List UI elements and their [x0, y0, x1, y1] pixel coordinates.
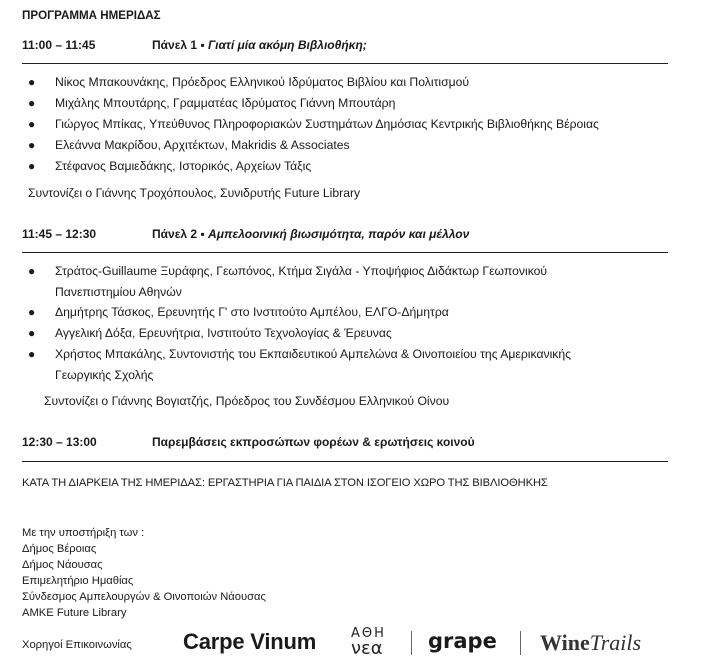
support-item: Επιμελητήριο Ημαθίας	[22, 575, 134, 587]
support-item: Σύνδεσμος Αμπελουργών & Οινοποιών Νάουσας	[22, 591, 266, 603]
panel-separator: ▪	[200, 38, 205, 52]
speaker-text: Στράτος-Guillaume Ξυράφης, Γεωπόνος, Κτήμα Σιγάλα - Υποψήφιος Διδάκτωρ Γεωπονικού	[55, 264, 548, 278]
bullet-icon: ●	[28, 347, 36, 361]
panel-label: Πάνελ 1	[152, 38, 198, 52]
winetrails-logo-trails: Trails	[589, 630, 642, 655]
logo-divider	[411, 631, 412, 655]
session-1-panel	[152, 38, 367, 52]
bullet-icon: ●	[28, 305, 36, 319]
speaker-text: Μιχάλης Μπουτάρης, Γραμματέας Ιδρύματος Γιάννη Μπουτάρη	[55, 96, 396, 110]
sponsors-label: Χορηγοί Επικοινωνίας	[22, 639, 132, 651]
divider	[22, 461, 668, 462]
speaker-text: Δημήτρης Τάσκος, Ερευνητής Γ' στο Ινστιτούτο Αμπέλου, ΕΛΓΟ-Δήμητρα	[55, 305, 449, 319]
session-1-time: 11:00 – 11:45	[22, 38, 96, 52]
bullet-icon: ●	[28, 96, 36, 110]
panel-separator: ▪	[200, 227, 205, 241]
support-heading: Με την υποστήριξη των :	[22, 527, 145, 539]
bullet-icon: ●	[28, 117, 36, 131]
speaker-text: Αγγελική Δόξα, Ερευνήτρια, Ινστιτούτο Τεχνολογίας & Έρευνας	[55, 326, 392, 340]
session-1-coordinator: Συντονίζει ο Γιάννης Τροχόπουλος, Συνιδρυτής Future Library	[28, 186, 361, 200]
bullet-icon: ●	[28, 138, 36, 152]
workshop-note: ΚΑΤΑ ΤΗ ΔΙΑΡΚΕΙΑ ΤΗΣ ΗΜΕΡΙΔΑΣ: ΕΡΓΑΣΤΗΡΙΑ ΓΙΑ ΠΑΙΔΙΑ ΣΤΟΝ ΙΣΟΓΕΙΟ ΧΩΡΟ ΤΗΣ ΒΙΒΛΙΟΘΗΚΗΣ	[22, 477, 548, 489]
speaker-text-continued: Πανεπιστημίου Αθηνών	[55, 285, 182, 299]
speaker-text-continued: Γεωργικής Σχολής	[55, 368, 154, 382]
support-item: Δήμος Βέροιας	[22, 543, 97, 555]
panel-label: Πάνελ 2	[152, 227, 198, 241]
athinea-logo-bottom: νεα	[351, 638, 383, 659]
athinea-logo	[349, 626, 391, 658]
bullet-icon: ●	[28, 264, 36, 278]
session-2-coordinator: Συντονίζει ο Γιάννης Βογιατζής, Πρόεδρος του Συνδέσμου Ελληνικού Οίνου	[44, 394, 450, 408]
winetrails-logo	[540, 630, 641, 656]
logo-divider	[520, 631, 521, 655]
bullet-icon: ●	[28, 326, 36, 340]
session-3-time: 12:30 – 13:00	[22, 435, 97, 449]
winetrails-logo-wine: Wine	[540, 630, 590, 655]
bullet-icon: ●	[28, 159, 36, 173]
athinea-logo-top: ΑΘΗ	[351, 626, 386, 641]
speaker-text: Ελεάννα Μακρίδου, Αρχιτέκτων, Makridis & Associates	[55, 138, 350, 152]
grape-logo: grape	[428, 629, 497, 653]
page-title: ΠΡΟΓΡΑΜΜΑ ΗΜΕΡΙΔΑΣ	[22, 9, 161, 22]
session-2-panel	[152, 227, 469, 241]
panel-title: Αμπελοοινική βιωσιμότητα, παρόν και μέλλον	[208, 227, 470, 241]
speaker-text: Στέφανος Βαμιεδάκης, Ιστορικός, Αρχείων Τάξις	[55, 159, 312, 173]
panel-title: Γιατί μία ακόμη Βιβλιοθήκη;	[208, 38, 367, 52]
support-item: ΑΜΚΕ Future Library	[22, 607, 127, 619]
bullet-icon: ●	[28, 75, 36, 89]
speaker-text: Νίκος Μπακουνάκης, Πρόεδρος Ελληνικού Ιδρύματος Βιβλίου και Πολιτισμού	[55, 75, 470, 89]
carpe-vinum-logo: Carpe Vinum	[183, 629, 317, 654]
support-item: Δήμος Νάουσας	[22, 559, 103, 571]
session-2-time: 11:45 – 12:30	[22, 227, 97, 241]
divider	[22, 63, 668, 64]
divider	[22, 252, 668, 253]
speaker-text: Χρήστος Μπακάλης, Συντονιστής του Εκπαιδευτικού Αμπελώνα & Οινοποιείου της Αμερικανικής	[55, 347, 572, 361]
speaker-text: Γιώργος Μπίκας, Υπεύθυνος Πληροφοριακών Συστημάτων Δημόσιας Κεντρικής Βιβλιοθήκης Βέροιας	[55, 117, 599, 131]
session-3-title: Παρεμβάσεις εκπροσώπων φορέων & ερωτήσεις κοινού	[152, 435, 475, 449]
